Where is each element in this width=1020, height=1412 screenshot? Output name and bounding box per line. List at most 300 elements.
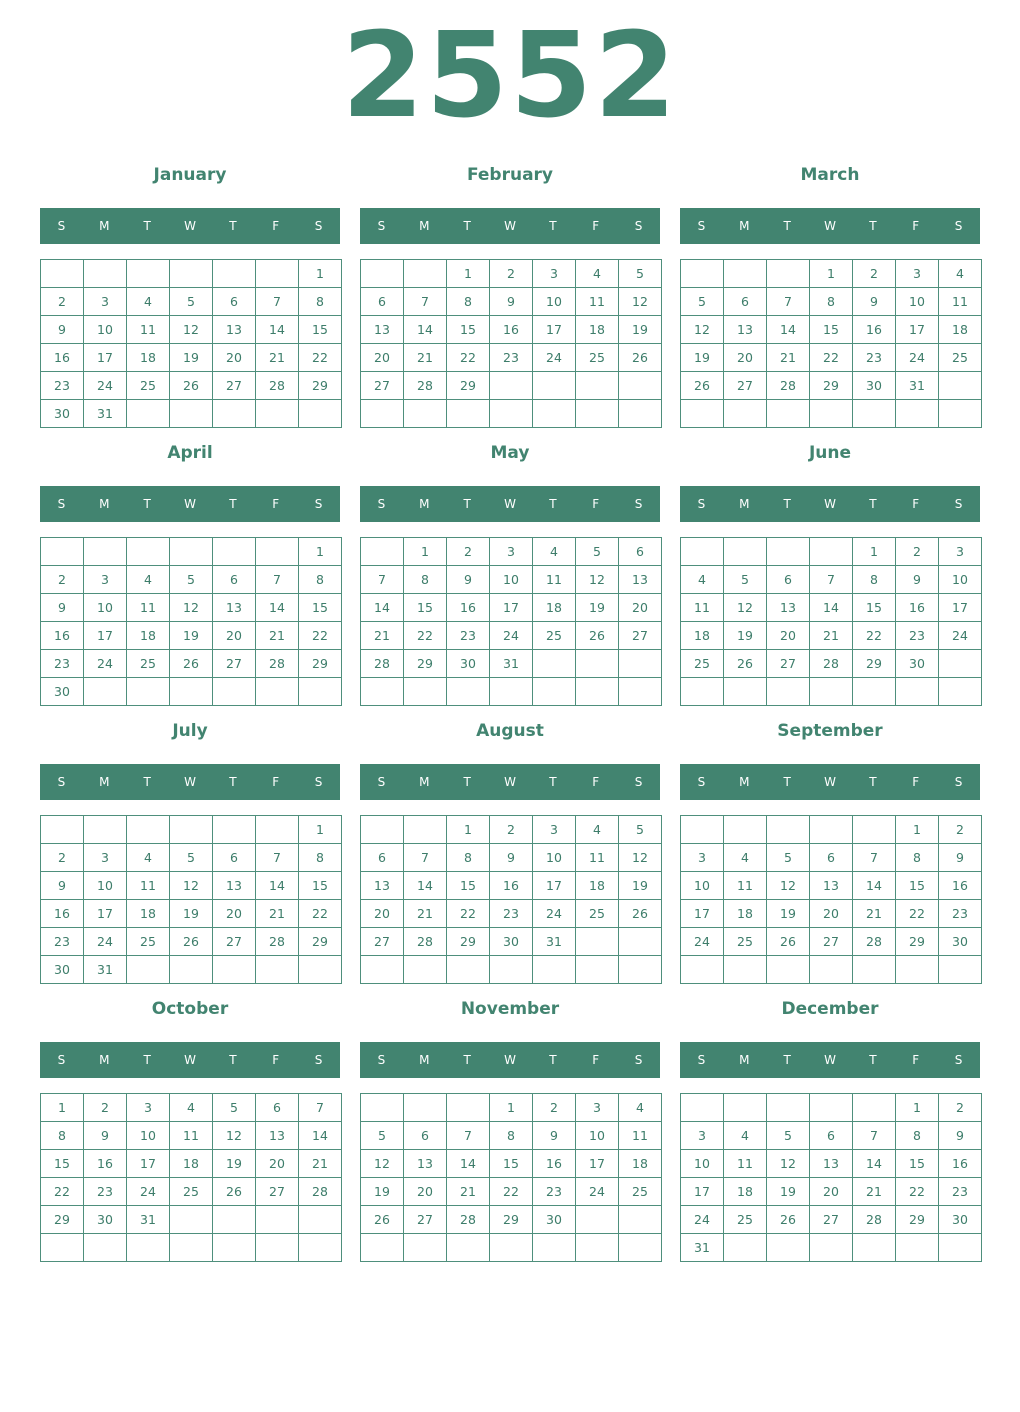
- empty-day-cell: [127, 678, 170, 706]
- day-cell: 6: [213, 566, 256, 594]
- empty-day-cell: [213, 956, 256, 984]
- day-cell: 16: [533, 1150, 576, 1178]
- day-cell: 20: [213, 900, 256, 928]
- day-cell: 25: [127, 928, 170, 956]
- day-cell: 1: [41, 1094, 84, 1122]
- day-cell: 7: [853, 844, 896, 872]
- empty-day-cell: [619, 1206, 662, 1234]
- day-cell: 1: [299, 816, 342, 844]
- empty-day-cell: [533, 372, 576, 400]
- empty-day-cell: [490, 678, 533, 706]
- day-cell: 19: [170, 344, 213, 372]
- day-cell: 19: [213, 1150, 256, 1178]
- week-row: [681, 1122, 982, 1150]
- empty-day-cell: [619, 928, 662, 956]
- day-cell: 5: [619, 816, 662, 844]
- day-cell: 25: [127, 372, 170, 400]
- week-row: [41, 260, 342, 288]
- weekday-header: S: [314, 497, 323, 511]
- empty-day-cell: [576, 372, 619, 400]
- day-cell: 7: [810, 566, 853, 594]
- day-cell: 4: [533, 538, 576, 566]
- month-february: [360, 160, 660, 430]
- day-cell: 13: [361, 872, 404, 900]
- empty-day-cell: [170, 1234, 213, 1262]
- day-cell: 24: [84, 650, 127, 678]
- day-grid: [360, 1093, 662, 1262]
- empty-day-cell: [404, 956, 447, 984]
- empty-day-cell: [533, 956, 576, 984]
- day-cell: 28: [404, 372, 447, 400]
- empty-day-cell: [361, 260, 404, 288]
- day-cell: 15: [299, 872, 342, 900]
- empty-day-cell: [170, 260, 213, 288]
- day-cell: 21: [256, 900, 299, 928]
- weekday-header: M: [419, 497, 430, 511]
- day-cell: 10: [576, 1122, 619, 1150]
- day-cell: 2: [41, 566, 84, 594]
- week-row: [361, 538, 662, 566]
- day-cell: 8: [853, 566, 896, 594]
- day-cell: 13: [256, 1122, 299, 1150]
- day-cell: 5: [767, 844, 810, 872]
- day-cell: 31: [84, 956, 127, 984]
- day-cell: 1: [447, 260, 490, 288]
- empty-day-cell: [404, 260, 447, 288]
- day-cell: 25: [576, 344, 619, 372]
- day-cell: 25: [170, 1178, 213, 1206]
- day-cell: 10: [84, 594, 127, 622]
- day-cell: 18: [619, 1150, 662, 1178]
- weekday-header: S: [697, 219, 706, 233]
- day-cell: 8: [896, 844, 939, 872]
- day-cell: 31: [681, 1234, 724, 1262]
- empty-day-cell: [939, 400, 982, 428]
- empty-day-cell: [810, 816, 853, 844]
- day-cell: 18: [576, 316, 619, 344]
- week-row: [361, 288, 662, 316]
- day-cell: 17: [681, 900, 724, 928]
- empty-day-cell: [576, 928, 619, 956]
- day-cell: 30: [447, 650, 490, 678]
- day-cell: 24: [939, 622, 982, 650]
- week-row: [681, 816, 982, 844]
- day-cell: 24: [681, 1206, 724, 1234]
- empty-day-cell: [361, 816, 404, 844]
- day-cell: 16: [490, 316, 533, 344]
- weekday-header: T: [229, 1053, 237, 1067]
- day-cell: 23: [939, 1178, 982, 1206]
- day-cell: 12: [767, 872, 810, 900]
- week-row: [681, 566, 982, 594]
- day-cell: 11: [681, 594, 724, 622]
- day-cell: 26: [170, 650, 213, 678]
- day-cell: 11: [127, 872, 170, 900]
- day-cell: 20: [810, 1178, 853, 1206]
- day-cell: 17: [939, 594, 982, 622]
- day-cell: 1: [447, 816, 490, 844]
- month-title: November: [460, 999, 560, 1019]
- empty-day-cell: [853, 1094, 896, 1122]
- day-cell: 4: [681, 566, 724, 594]
- day-cell: 22: [853, 622, 896, 650]
- day-cell: 26: [170, 928, 213, 956]
- day-cell: 7: [256, 844, 299, 872]
- week-row: [41, 844, 342, 872]
- day-cell: 12: [170, 872, 213, 900]
- week-row: [41, 678, 342, 706]
- week-row: [41, 1150, 342, 1178]
- day-cell: 22: [896, 900, 939, 928]
- weekday-header: M: [419, 775, 430, 789]
- day-cell: 9: [84, 1122, 127, 1150]
- day-cell: 6: [361, 844, 404, 872]
- day-cell: 18: [533, 594, 576, 622]
- week-row: [41, 566, 342, 594]
- day-cell: 23: [84, 1178, 127, 1206]
- empty-day-cell: [361, 1094, 404, 1122]
- day-cell: 8: [810, 288, 853, 316]
- day-cell: 24: [896, 344, 939, 372]
- week-row: [361, 1206, 662, 1234]
- empty-day-cell: [256, 816, 299, 844]
- day-cell: 30: [939, 1206, 982, 1234]
- day-cell: 28: [404, 928, 447, 956]
- day-cell: 20: [361, 900, 404, 928]
- day-cell: 11: [576, 844, 619, 872]
- weekday-header: M: [419, 219, 430, 233]
- day-cell: 12: [361, 1150, 404, 1178]
- day-cell: 27: [361, 928, 404, 956]
- day-cell: 21: [404, 900, 447, 928]
- day-cell: 28: [361, 650, 404, 678]
- day-cell: 28: [447, 1206, 490, 1234]
- weekday-header: W: [824, 775, 836, 789]
- day-cell: 11: [619, 1122, 662, 1150]
- empty-day-cell: [256, 1234, 299, 1262]
- day-cell: 24: [681, 928, 724, 956]
- day-grid: [360, 815, 662, 984]
- day-grid: [360, 537, 662, 706]
- day-grid: [40, 259, 342, 428]
- day-cell: 20: [724, 344, 767, 372]
- weekday-header: S: [697, 497, 706, 511]
- empty-day-cell: [213, 816, 256, 844]
- week-row: [361, 872, 662, 900]
- day-cell: 13: [619, 566, 662, 594]
- day-cell: 27: [767, 650, 810, 678]
- empty-day-cell: [724, 816, 767, 844]
- day-grid: [680, 815, 982, 984]
- day-cell: 13: [810, 1150, 853, 1178]
- day-cell: 14: [404, 872, 447, 900]
- day-cell: 4: [127, 844, 170, 872]
- day-cell: 3: [939, 538, 982, 566]
- day-cell: 3: [84, 844, 127, 872]
- day-cell: 22: [490, 1178, 533, 1206]
- empty-day-cell: [213, 1234, 256, 1262]
- empty-day-cell: [939, 678, 982, 706]
- day-cell: 15: [447, 872, 490, 900]
- weekday-header: T: [869, 219, 877, 233]
- weekday-header: W: [504, 497, 516, 511]
- weekday-header: M: [99, 775, 110, 789]
- day-cell: 9: [41, 594, 84, 622]
- day-cell: 29: [299, 928, 342, 956]
- day-cell: 19: [170, 900, 213, 928]
- weekday-header: S: [377, 775, 386, 789]
- empty-day-cell: [619, 1234, 662, 1262]
- day-cell: 13: [213, 316, 256, 344]
- day-cell: 23: [533, 1178, 576, 1206]
- empty-day-cell: [170, 400, 213, 428]
- weekday-header: T: [143, 775, 151, 789]
- day-cell: 2: [939, 816, 982, 844]
- day-cell: 27: [724, 372, 767, 400]
- week-row: [361, 816, 662, 844]
- weekday-header: T: [463, 775, 471, 789]
- weekday-header: M: [99, 1053, 110, 1067]
- day-cell: 7: [256, 566, 299, 594]
- weekday-header: S: [314, 219, 323, 233]
- day-cell: 30: [41, 400, 84, 428]
- day-cell: 28: [853, 1206, 896, 1234]
- day-cell: 29: [404, 650, 447, 678]
- day-cell: 21: [404, 344, 447, 372]
- empty-day-cell: [170, 1206, 213, 1234]
- day-cell: 19: [619, 872, 662, 900]
- day-cell: 12: [576, 566, 619, 594]
- weekday-header: S: [697, 775, 706, 789]
- empty-day-cell: [810, 1234, 853, 1262]
- day-cell: 12: [170, 594, 213, 622]
- day-cell: 15: [896, 872, 939, 900]
- day-cell: 23: [939, 900, 982, 928]
- day-cell: 14: [853, 872, 896, 900]
- weekday-header: T: [783, 497, 791, 511]
- day-cell: 6: [767, 566, 810, 594]
- day-cell: 8: [299, 844, 342, 872]
- day-cell: 24: [127, 1178, 170, 1206]
- weekday-header: T: [463, 1053, 471, 1067]
- month-title: January: [153, 165, 227, 185]
- day-cell: 24: [576, 1178, 619, 1206]
- week-row: [41, 928, 342, 956]
- week-row: [41, 288, 342, 316]
- empty-day-cell: [84, 816, 127, 844]
- empty-day-cell: [213, 538, 256, 566]
- empty-day-cell: [127, 400, 170, 428]
- week-row: [361, 1178, 662, 1206]
- day-cell: 9: [41, 316, 84, 344]
- weekday-header: S: [954, 497, 963, 511]
- weekday-header: T: [783, 219, 791, 233]
- empty-day-cell: [170, 538, 213, 566]
- day-cell: 2: [853, 260, 896, 288]
- month-december: [680, 994, 980, 1264]
- day-cell: 3: [84, 288, 127, 316]
- empty-day-cell: [490, 400, 533, 428]
- week-row: [681, 594, 982, 622]
- day-cell: 23: [41, 928, 84, 956]
- weekday-header: S: [377, 497, 386, 511]
- empty-day-cell: [681, 260, 724, 288]
- day-cell: 14: [256, 316, 299, 344]
- weekday-header: T: [549, 219, 557, 233]
- day-cell: 8: [404, 566, 447, 594]
- weekday-header: T: [229, 219, 237, 233]
- day-cell: 5: [361, 1122, 404, 1150]
- week-row: [681, 288, 982, 316]
- weekday-header-bar: [680, 764, 980, 800]
- week-row: [681, 1094, 982, 1122]
- weekday-header: T: [869, 1053, 877, 1067]
- day-cell: 19: [724, 622, 767, 650]
- weekday-header-bar: [680, 1042, 980, 1078]
- day-cell: 14: [447, 1150, 490, 1178]
- day-cell: 27: [619, 622, 662, 650]
- empty-day-cell: [767, 1234, 810, 1262]
- week-row: [681, 650, 982, 678]
- weekday-header: T: [783, 775, 791, 789]
- month-april: [40, 438, 340, 708]
- day-cell: 27: [213, 928, 256, 956]
- day-cell: 4: [127, 288, 170, 316]
- day-cell: 9: [853, 288, 896, 316]
- weekday-header: T: [869, 775, 877, 789]
- weekday-header: M: [419, 1053, 430, 1067]
- day-grid: [680, 537, 982, 706]
- day-cell: 21: [767, 344, 810, 372]
- day-cell: 24: [533, 344, 576, 372]
- day-cell: 27: [213, 650, 256, 678]
- day-cell: 16: [490, 872, 533, 900]
- day-cell: 26: [619, 900, 662, 928]
- day-cell: 10: [533, 288, 576, 316]
- day-cell: 5: [619, 260, 662, 288]
- week-row: [361, 622, 662, 650]
- weekday-header: F: [272, 219, 280, 233]
- day-cell: 28: [256, 650, 299, 678]
- day-cell: 12: [619, 288, 662, 316]
- week-row: [361, 928, 662, 956]
- empty-day-cell: [576, 1234, 619, 1262]
- day-cell: 5: [213, 1094, 256, 1122]
- day-cell: 7: [256, 288, 299, 316]
- week-row: [361, 1234, 662, 1262]
- weekday-header: S: [954, 775, 963, 789]
- empty-day-cell: [127, 260, 170, 288]
- empty-day-cell: [619, 956, 662, 984]
- empty-day-cell: [767, 1094, 810, 1122]
- day-cell: 9: [533, 1122, 576, 1150]
- empty-day-cell: [576, 650, 619, 678]
- month-june: [680, 438, 980, 708]
- week-row: [361, 344, 662, 372]
- day-cell: 17: [84, 344, 127, 372]
- day-cell: 5: [681, 288, 724, 316]
- weekday-header: W: [184, 1053, 196, 1067]
- empty-day-cell: [853, 1234, 896, 1262]
- weekday-header: T: [549, 497, 557, 511]
- empty-day-cell: [256, 956, 299, 984]
- day-cell: 30: [896, 650, 939, 678]
- day-cell: 23: [853, 344, 896, 372]
- empty-day-cell: [853, 678, 896, 706]
- day-cell: 29: [896, 1206, 939, 1234]
- day-cell: 18: [724, 1178, 767, 1206]
- day-cell: 10: [681, 872, 724, 900]
- day-cell: 8: [447, 844, 490, 872]
- day-cell: 22: [299, 900, 342, 928]
- weekday-header: T: [869, 497, 877, 511]
- empty-day-cell: [810, 400, 853, 428]
- empty-day-cell: [404, 678, 447, 706]
- weekday-header: M: [739, 497, 750, 511]
- empty-day-cell: [404, 1234, 447, 1262]
- day-cell: 15: [490, 1150, 533, 1178]
- day-cell: 19: [576, 594, 619, 622]
- empty-day-cell: [490, 372, 533, 400]
- empty-day-cell: [299, 678, 342, 706]
- day-cell: 22: [447, 344, 490, 372]
- day-cell: 2: [896, 538, 939, 566]
- week-row: [361, 900, 662, 928]
- day-cell: 13: [404, 1150, 447, 1178]
- day-cell: 1: [490, 1094, 533, 1122]
- day-cell: 30: [533, 1206, 576, 1234]
- month-title: February: [466, 165, 554, 185]
- weekday-header: W: [184, 497, 196, 511]
- weekday-header: T: [549, 775, 557, 789]
- weekday-header: S: [314, 775, 323, 789]
- day-cell: 15: [404, 594, 447, 622]
- empty-day-cell: [299, 956, 342, 984]
- day-cell: 1: [810, 260, 853, 288]
- weekday-header: S: [314, 1053, 323, 1067]
- day-cell: 10: [84, 872, 127, 900]
- day-cell: 13: [724, 316, 767, 344]
- day-cell: 12: [767, 1150, 810, 1178]
- empty-day-cell: [41, 538, 84, 566]
- day-cell: 18: [681, 622, 724, 650]
- day-cell: 16: [41, 622, 84, 650]
- weekday-header-bar: [40, 208, 340, 244]
- week-row: [361, 1122, 662, 1150]
- weekday-header: S: [954, 1053, 963, 1067]
- day-cell: 28: [810, 650, 853, 678]
- day-cell: 11: [533, 566, 576, 594]
- weekday-header: W: [504, 775, 516, 789]
- day-cell: 30: [853, 372, 896, 400]
- day-cell: 16: [853, 316, 896, 344]
- weekday-header: M: [739, 219, 750, 233]
- day-cell: 14: [256, 872, 299, 900]
- weekday-header: W: [504, 1053, 516, 1067]
- day-cell: 29: [896, 928, 939, 956]
- empty-day-cell: [447, 956, 490, 984]
- weekday-header: W: [184, 219, 196, 233]
- day-cell: 27: [404, 1206, 447, 1234]
- day-grid: [680, 259, 982, 428]
- week-row: [361, 566, 662, 594]
- day-cell: 4: [576, 260, 619, 288]
- weekday-header: S: [634, 497, 643, 511]
- empty-day-cell: [127, 956, 170, 984]
- day-cell: 2: [41, 844, 84, 872]
- day-cell: 2: [490, 816, 533, 844]
- empty-day-cell: [533, 400, 576, 428]
